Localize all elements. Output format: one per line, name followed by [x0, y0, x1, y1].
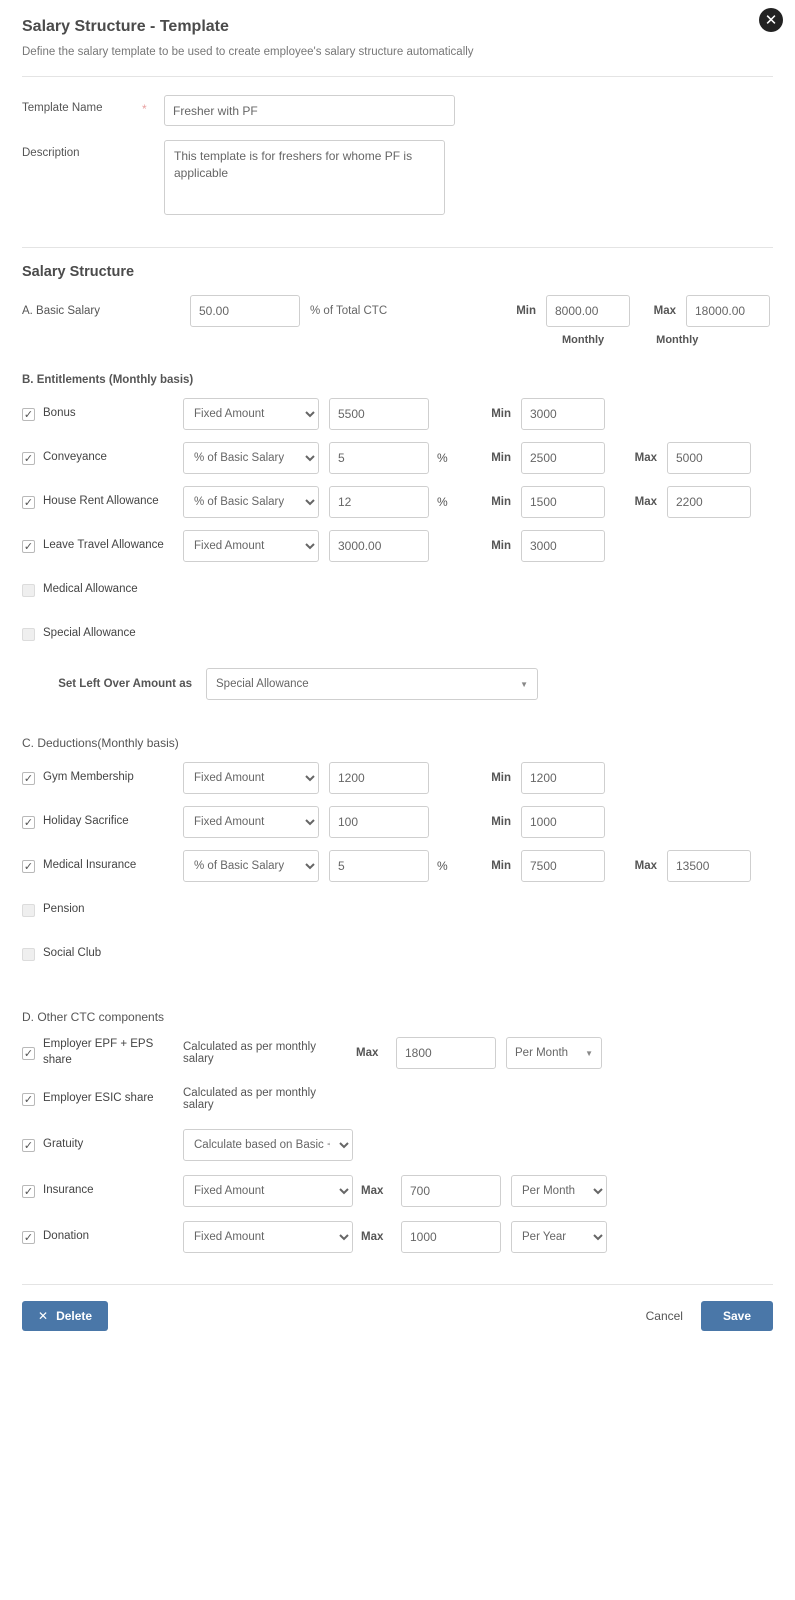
description-row — [22, 140, 773, 215]
other-ctc-period-insurance[interactable] — [511, 1175, 607, 1207]
entitlement-percent-sign-hra: % — [437, 495, 448, 509]
delete-button-label: Delete — [56, 1309, 93, 1323]
close-x-icon: ✕ — [38, 1309, 49, 1323]
basic-salary-percent-note: % of Total CTC — [310, 305, 388, 317]
deduction-type-medical-insurance[interactable] — [183, 850, 319, 882]
other-ctc-row-donation — [0, 1214, 795, 1260]
cancel-button[interactable]: Cancel — [642, 1301, 687, 1331]
entitlement-label-bonus: Bonus — [43, 407, 76, 420]
deduction-type-holiday-sacrifice[interactable] — [183, 806, 319, 838]
leftover-selected-value: Special Allowance — [216, 678, 309, 690]
entitlement-label-special-allowance: Special Allowance — [43, 627, 136, 640]
salary-structure-title: Salary Structure — [22, 264, 135, 280]
entitlement-value-bonus[interactable] — [329, 398, 429, 430]
other-ctc-row-employer-esic-share — [0, 1076, 795, 1122]
entitlement-type-conveyance[interactable] — [183, 442, 319, 474]
basic-salary-min-input[interactable] — [546, 295, 630, 327]
checkbox-holiday-sacrifice[interactable]: ✓ — [23, 815, 34, 829]
other-ctc-row-insurance — [0, 1168, 795, 1214]
deduction-value-gym-membership[interactable] — [329, 762, 429, 794]
other-ctc-max-label-donation: Max — [361, 1231, 384, 1243]
other-ctc-row-gratuity — [0, 1122, 795, 1168]
other-ctc-row-employer-epf-eps-share — [0, 1030, 795, 1076]
checkbox-employer-epf-eps-share[interactable]: ✓ — [23, 1046, 34, 1060]
entitlement-label-medical-allowance: Medical Allowance — [43, 583, 138, 596]
description-textarea[interactable] — [164, 140, 445, 215]
entitlement-max-conveyance[interactable] — [667, 442, 751, 474]
entitlement-max-label-hra: Max — [634, 496, 657, 508]
deduction-row-pension — [0, 888, 795, 932]
other-ctc-type-donation[interactable] — [183, 1221, 353, 1253]
other-ctc-label-employer-esic-share: Employer ESIC share — [43, 1092, 154, 1105]
checkbox-leave-travel-allowance[interactable]: ✓ — [23, 539, 34, 553]
entitlement-label-leave-travel-allowance: Leave Travel Allowance — [43, 539, 164, 552]
entitlement-row-medical-allowance — [0, 568, 795, 612]
template-form — [0, 77, 795, 247]
page-subtitle: Define the salary template to be used to create employee's salary structure automatically — [22, 46, 474, 58]
deduction-max-label-medical-insurance: Max — [634, 860, 657, 872]
required-marker: * — [142, 102, 147, 116]
entitlement-min-label-lta: Min — [491, 540, 511, 552]
basic-salary-max-label: Max — [653, 305, 676, 317]
description-marker-spacer — [142, 140, 164, 147]
deduction-label-gym-membership: Gym Membership — [43, 771, 134, 784]
deduction-value-holiday-sacrifice[interactable] — [329, 806, 429, 838]
deduction-max-medical-insurance[interactable] — [667, 850, 751, 882]
entitlement-type-house-rent-allowance[interactable] — [183, 486, 319, 518]
other-ctc-period-select-epf[interactable] — [506, 1037, 602, 1069]
checkbox-conveyance[interactable]: ✓ — [23, 451, 34, 465]
delete-button[interactable] — [22, 1301, 108, 1331]
other-ctc-label-insurance: Insurance — [43, 1184, 94, 1197]
checkbox-medical-insurance[interactable]: ✓ — [23, 859, 34, 873]
deduction-row-medical-insurance — [0, 844, 795, 888]
leftover-row — [0, 656, 795, 702]
close-icon[interactable]: ✕ — [759, 8, 783, 32]
checkbox-gratuity[interactable]: ✓ — [23, 1138, 34, 1152]
checkbox-social-club[interactable] — [22, 948, 35, 961]
entitlement-min-hra[interactable] — [521, 486, 605, 518]
description-label: Description — [22, 147, 80, 159]
entitlement-min-label-conveyance: Min — [491, 452, 511, 464]
other-ctc-gratuity-select[interactable] — [183, 1129, 353, 1161]
save-button[interactable]: Save — [701, 1301, 773, 1331]
other-ctc-label-employer-epf-eps-share: Employer EPF + EPS share — [43, 1038, 154, 1066]
entitlement-label-conveyance: Conveyance — [43, 451, 107, 464]
other-ctc-max-input-epf[interactable] — [396, 1037, 496, 1069]
entitlement-row-bonus — [0, 392, 795, 436]
entitlement-value-conveyance[interactable] — [329, 442, 429, 474]
deduction-row-holiday-sacrifice — [0, 800, 795, 844]
other-ctc-label-gratuity: Gratuity — [43, 1138, 84, 1151]
chevron-down-icon: ▼ — [585, 1048, 593, 1058]
basic-salary-min-period: Monthly — [562, 334, 605, 346]
template-name-row — [22, 95, 773, 126]
other-ctc-title: D. Other CTC components — [22, 1010, 165, 1024]
basic-salary-max-period: Monthly — [656, 334, 699, 346]
deduction-label-medical-insurance: Medical Insurance — [43, 859, 137, 872]
other-ctc-type-insurance[interactable] — [183, 1175, 353, 1207]
deduction-label-social-club: Social Club — [43, 947, 102, 960]
other-ctc-max-input-insurance[interactable] — [401, 1175, 501, 1207]
template-name-label: Template Name — [22, 102, 103, 114]
deduction-min-label-medical-insurance: Min — [491, 860, 511, 872]
basic-salary-percent-input[interactable] — [190, 295, 300, 327]
checkbox-employer-esic-share[interactable]: ✓ — [23, 1092, 34, 1106]
checkbox-bonus[interactable]: ✓ — [23, 407, 34, 421]
checkbox-pension[interactable] — [22, 904, 35, 917]
other-ctc-label-donation: Donation — [43, 1230, 90, 1243]
entitlement-min-label-bonus: Min — [491, 408, 511, 420]
deduction-label-pension: Pension — [43, 903, 85, 916]
entitlement-value-house-rent-allowance[interactable] — [329, 486, 429, 518]
entitlement-value-leave-travel-allowance[interactable] — [329, 530, 429, 562]
other-ctc-note-employer-esic-share: Calculated as per monthly salary — [183, 1087, 316, 1111]
entitlement-label-house-rent-allowance: House Rent Allowance — [43, 495, 159, 508]
entitlement-max-hra[interactable] — [667, 486, 751, 518]
entitlement-row-special-allowance — [0, 612, 795, 656]
other-ctc-note-employer-epf-eps-share: Calculated as per monthly salary — [183, 1041, 316, 1065]
entitlement-min-lta[interactable] — [521, 530, 605, 562]
deduction-min-medical-insurance[interactable] — [521, 850, 605, 882]
other-ctc-max-input-donation[interactable] — [401, 1221, 501, 1253]
entitlement-row-house-rent-allowance — [0, 480, 795, 524]
entitlement-max-label-conveyance: Max — [634, 452, 657, 464]
deduction-label-holiday-sacrifice: Holiday Sacrifice — [43, 815, 129, 828]
checkbox-insurance[interactable]: ✓ — [23, 1184, 34, 1198]
other-ctc-max-label-epf: Max — [356, 1047, 379, 1059]
basic-salary-min-label: Min — [516, 305, 536, 317]
checkbox-donation[interactable]: ✓ — [23, 1230, 34, 1244]
entitlement-min-label-hra: Min — [491, 496, 511, 508]
footer-actions — [642, 1301, 773, 1331]
basic-salary-max-input[interactable] — [686, 295, 770, 327]
leftover-select[interactable] — [206, 668, 538, 700]
deductions-title: C. Deductions(Monthly basis) — [22, 736, 179, 750]
deduction-row-social-club — [0, 932, 795, 976]
deduction-type-gym-membership[interactable] — [183, 762, 319, 794]
deduction-row-gym-membership — [0, 756, 795, 800]
entitlement-min-bonus[interactable] — [521, 398, 605, 430]
deduction-value-medical-insurance[interactable] — [329, 850, 429, 882]
deduction-min-label-holiday: Min — [491, 816, 511, 828]
leftover-label: Set Left Over Amount as — [58, 678, 192, 690]
basic-salary-label: A. Basic Salary — [22, 305, 100, 317]
dialog-footer — [0, 1285, 795, 1353]
entitlements-title: B. Entitlements (Monthly basis) — [22, 374, 194, 386]
dialog-header — [0, 0, 795, 58]
entitlement-row-conveyance — [0, 436, 795, 480]
chevron-down-icon: ▼ — [520, 679, 528, 689]
deduction-percent-sign-medical-insurance: % — [437, 859, 448, 873]
deduction-min-gym[interactable] — [521, 762, 605, 794]
checkbox-gym-membership[interactable]: ✓ — [23, 771, 34, 785]
checkbox-special-allowance[interactable] — [22, 628, 35, 641]
other-ctc-period-donation[interactable] — [511, 1221, 607, 1253]
entitlement-type-bonus[interactable] — [183, 398, 319, 430]
entitlement-min-conveyance[interactable] — [521, 442, 605, 474]
basic-salary-row — [0, 286, 795, 330]
basic-salary-period-notes — [0, 330, 795, 346]
deduction-min-label-gym: Min — [491, 772, 511, 784]
other-ctc-max-label-insurance: Max — [361, 1185, 384, 1197]
other-ctc-period-value-epf: Per Month — [515, 1047, 569, 1059]
template-name-input[interactable] — [164, 95, 455, 126]
entitlement-percent-sign-conveyance: % — [437, 451, 448, 465]
deduction-min-holiday[interactable] — [521, 806, 605, 838]
checkbox-house-rent-allowance[interactable]: ✓ — [23, 495, 34, 509]
entitlement-type-leave-travel-allowance[interactable] — [183, 530, 319, 562]
page-title: Salary Structure - Template — [22, 18, 229, 35]
entitlement-row-leave-travel-allowance — [0, 524, 795, 568]
checkbox-medical-allowance[interactable] — [22, 584, 35, 597]
